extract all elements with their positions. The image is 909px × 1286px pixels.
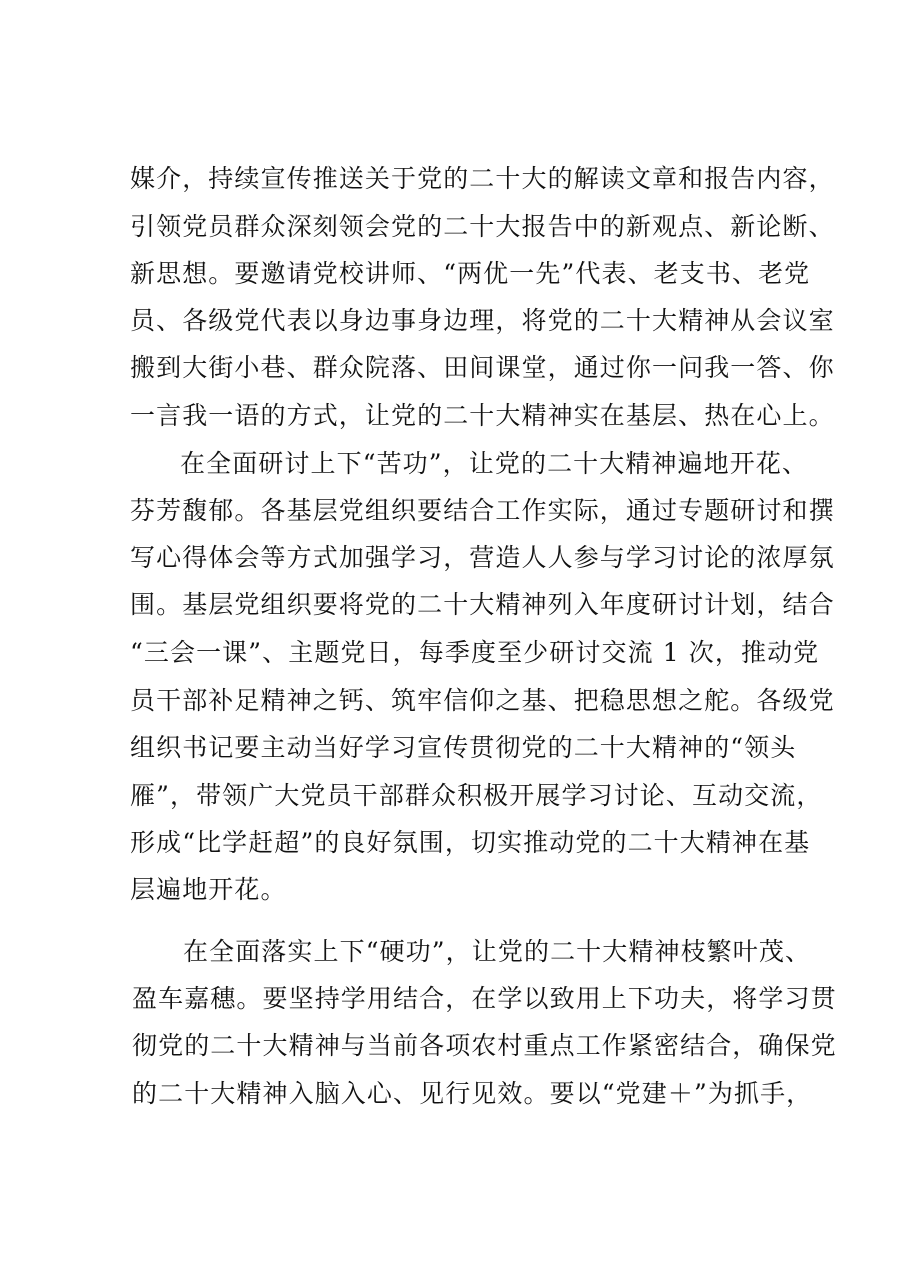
paragraph-1-line-5: 搬到大街小巷、群众院落、田间课堂，通过你一问我一答、你 bbox=[130, 353, 835, 382]
paragraph-3-line-1: 在全面落实上下“硬功”，让党的二十大精神枝繁叶茂、 bbox=[183, 937, 812, 966]
paragraph-1-line-2: 引领党员群众深刻领会党的二十大报告中的新观点、新论断、 bbox=[130, 212, 835, 241]
paragraph-2-line-6: 员干部补足精神之钙、筑牢信仰之基、把稳思想之舵。各级党 bbox=[130, 686, 835, 715]
paragraph-2-line-9: 形成“比学赶超”的良好氛围，切实推动党的二十大精神在基 bbox=[130, 828, 811, 857]
paragraph-1-line-4: 员、各级党代表以身边事身边理，将党的二十大精神从会议室 bbox=[130, 306, 835, 335]
paragraph-3-line-2: 盈车嘉穗。要坚持学用结合，在学以致用上下功夫，将学习贯 bbox=[132, 984, 837, 1013]
paragraph-2-line-4: 围。基层党组织要将党的二十大精神列入年度研讨计划，结合 bbox=[130, 590, 835, 619]
paragraph-1-line-3: 新思想。要邀请党校讲师、“两优一先”代表、老支书、老党 bbox=[130, 259, 811, 288]
paragraph-2-line-8: 雁”，带领广大党员干部群众积极开展学习讨论、互动交流， bbox=[130, 781, 823, 810]
paragraph-2-line-2: 芬芳馥郁。各基层党组织要结合工作实际，通过专题研讨和撰 bbox=[130, 496, 835, 525]
paragraph-2-line-10: 层遍地开花。 bbox=[130, 875, 287, 904]
paragraph-2-line-5: “三会一课”、主题党日，每季度至少研讨交流 1 次，推动党 bbox=[130, 638, 820, 667]
paragraph-1-line-6: 一言我一语的方式，让党的二十大精神实在基层、热在心上。 bbox=[130, 401, 835, 430]
paragraph-3-line-3: 彻党的二十大精神与当前各项农村重点工作紧密结合，确保党 bbox=[132, 1031, 837, 1060]
paragraph-3-line-4: 的二十大精神入脑入心、见行见效。要以“党建＋”为抓手， bbox=[132, 1079, 813, 1108]
paragraph-1-line-1: 媒介，持续宣传推送关于党的二十大的解读文章和报告内容， bbox=[130, 164, 835, 193]
paragraph-2-line-3: 写心得体会等方式加强学习，营造人人参与学习讨论的浓厚氛 bbox=[130, 543, 835, 572]
paragraph-2-line-7: 组织书记要主动当好学习宣传贯彻党的二十大精神的“领头 bbox=[130, 733, 797, 762]
paragraph-2-line-1: 在全面研讨上下“苦功”，让党的二十大精神遍地开花、 bbox=[180, 449, 809, 478]
